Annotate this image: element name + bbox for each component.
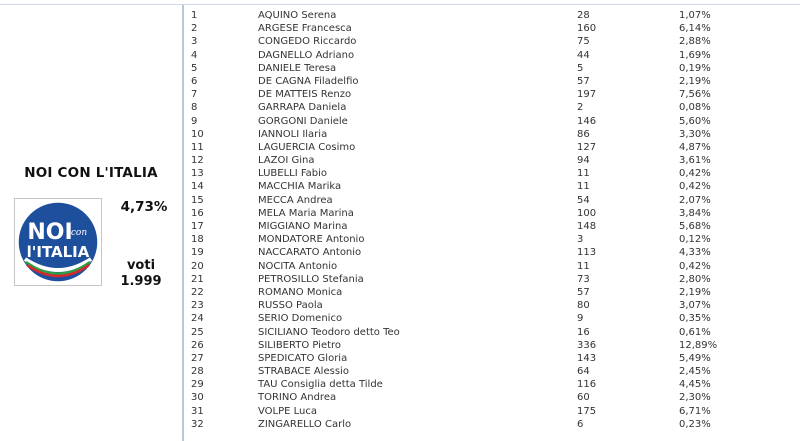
candidate-name: IANNOLI Ilaria <box>258 128 328 140</box>
candidate-number: 1 <box>191 10 198 21</box>
candidate-number: 8 <box>191 102 198 114</box>
table-row <box>184 405 800 418</box>
candidate-percentage: 0,42% <box>679 260 711 272</box>
candidate-votes: 100 <box>577 207 597 219</box>
candidate-percentage: 2,88% <box>679 36 711 48</box>
table-row <box>184 365 800 378</box>
candidate-name: PETROSILLO Stefania <box>258 273 364 285</box>
table-row <box>184 273 800 286</box>
candidate-name: DANIELE Teresa <box>258 62 337 74</box>
candidate-votes: 116 <box>577 379 597 391</box>
candidate-number: 2 <box>191 23 198 35</box>
candidate-name: NACCARATO Antonio <box>258 247 362 259</box>
candidate-votes: 146 <box>577 115 597 127</box>
candidate-number: 10 <box>191 128 204 140</box>
candidate-number: 4 <box>191 49 198 61</box>
candidate-percentage: 2,45% <box>679 366 711 378</box>
candidate-votes: 175 <box>577 405 597 417</box>
candidate-percentage: 0,08% <box>679 102 711 114</box>
candidate-percentage: 2,19% <box>679 286 711 298</box>
table-row <box>184 220 800 233</box>
candidate-name: GARRAPA Daniela <box>258 102 347 114</box>
candidate-number: 31 <box>191 405 204 417</box>
table-row <box>184 207 800 220</box>
candidate-votes: 11 <box>577 168 590 180</box>
logo-text-con: con <box>70 228 88 238</box>
candidate-name: MIGGIANO Marina <box>258 221 348 232</box>
candidate-votes: 16 <box>577 326 590 338</box>
candidate-percentage: 3,84% <box>679 207 711 219</box>
candidate-name: MACCHIA Marika <box>258 181 342 193</box>
candidate-votes: 75 <box>577 36 590 48</box>
candidate-name: ROMANO Monica <box>258 286 343 298</box>
candidate-percentage: 0,23% <box>679 418 711 430</box>
candidate-name: DE MATTEIS Renzo <box>258 89 352 101</box>
candidate-number: 20 <box>191 260 204 272</box>
candidate-name: STRABACE Alessio <box>258 366 349 378</box>
candidate-number: 21 <box>191 273 204 285</box>
candidate-percentage: 5,49% <box>679 352 711 364</box>
candidate-name: SILIBERTO Pietro <box>258 339 342 351</box>
candidate-name: MONDATORE Antonio <box>258 234 365 246</box>
candidate-number: 3 <box>191 36 198 48</box>
candidate-number: 27 <box>191 352 204 364</box>
candidate-percentage: 12,89% <box>679 339 718 351</box>
candidate-percentage: 5,68% <box>679 221 711 232</box>
candidate-number: 25 <box>191 326 204 338</box>
candidate-name: NOCITA Antonio <box>258 260 338 272</box>
candidate-votes: 60 <box>577 392 590 404</box>
logo-text-top: NOI <box>27 220 73 245</box>
candidate-percentage: 0,12% <box>679 234 711 246</box>
table-row <box>184 167 800 180</box>
candidate-name: LAGUERCIA Cosimo <box>258 141 356 153</box>
candidate-votes: 5 <box>577 62 584 74</box>
table-row <box>184 378 800 391</box>
candidate-percentage: 5,60% <box>679 115 711 127</box>
candidate-name: GORGONI Daniele <box>258 115 348 127</box>
candidate-votes: 44 <box>577 49 590 61</box>
candidate-name: MECCA Andrea <box>258 194 333 206</box>
candidate-number: 22 <box>191 286 204 298</box>
votes-value: 1.999 <box>120 274 162 289</box>
candidate-percentage: 6,71% <box>679 405 711 417</box>
candidate-name: DE CAGNA Filadelfio <box>258 75 359 87</box>
candidate-votes: 28 <box>577 10 590 21</box>
candidate-votes: 57 <box>577 75 590 87</box>
candidate-percentage: 0,42% <box>679 168 711 180</box>
candidate-votes: 197 <box>577 89 597 101</box>
candidate-number: 11 <box>191 141 204 153</box>
candidate-name: MELA Maria Marina <box>258 207 354 219</box>
candidate-votes: 127 <box>577 141 597 153</box>
candidate-votes: 6 <box>577 418 584 430</box>
candidate-votes: 160 <box>577 23 597 35</box>
table-row <box>184 352 800 365</box>
candidate-percentage: 7,56% <box>679 89 711 101</box>
candidate-name: SERIO Domenico <box>258 313 343 325</box>
candidate-name: VOLPE Luca <box>258 405 317 417</box>
candidate-number: 7 <box>191 89 198 101</box>
candidate-votes: 54 <box>577 194 590 206</box>
candidate-number: 26 <box>191 339 204 351</box>
candidate-number: 32 <box>191 418 204 430</box>
candidate-votes: 94 <box>577 155 590 167</box>
candidate-name: ZINGARELLO Carlo <box>258 418 352 430</box>
party-summary-panel <box>0 5 182 441</box>
candidate-number: 17 <box>191 221 204 232</box>
table-row <box>184 128 800 141</box>
votes-label: voti <box>126 258 156 273</box>
candidate-name: SICILIANO Teodoro detto Teo <box>258 326 400 338</box>
table-row <box>184 391 800 404</box>
candidate-number: 18 <box>191 234 204 246</box>
party-logo-icon <box>15 199 101 285</box>
candidate-number: 14 <box>191 181 204 193</box>
candidate-votes: 80 <box>577 300 590 312</box>
candidate-number: 12 <box>191 155 204 167</box>
candidate-votes: 113 <box>577 247 597 259</box>
candidate-votes: 11 <box>577 181 590 193</box>
table-row <box>184 286 800 299</box>
candidates-table <box>184 9 800 431</box>
candidate-percentage: 3,07% <box>679 300 711 312</box>
table-row <box>184 101 800 114</box>
table-row <box>184 115 800 128</box>
candidate-percentage: 3,30% <box>679 128 711 140</box>
table-row <box>184 194 800 207</box>
candidate-percentage: 0,35% <box>679 313 711 325</box>
candidate-percentage: 1,69% <box>679 49 711 61</box>
candidate-percentage: 2,07% <box>679 194 711 206</box>
party-logo <box>14 198 102 286</box>
table-row <box>184 180 800 193</box>
table-row <box>184 62 800 75</box>
table-row <box>184 233 800 246</box>
candidate-votes: 9 <box>577 313 584 325</box>
candidate-votes: 143 <box>577 352 597 364</box>
candidate-percentage: 4,45% <box>679 379 711 391</box>
candidate-votes: 11 <box>577 260 590 272</box>
table-row <box>184 312 800 325</box>
candidate-percentage: 0,42% <box>679 181 711 193</box>
table-row <box>184 326 800 339</box>
party-percentage: 4,73% <box>120 199 168 215</box>
candidate-number: 24 <box>191 313 204 325</box>
table-row <box>184 49 800 62</box>
candidate-votes: 86 <box>577 128 590 140</box>
candidate-percentage: 4,33% <box>679 247 711 259</box>
candidate-number: 9 <box>191 115 198 127</box>
candidate-number: 5 <box>191 62 198 74</box>
candidate-number: 19 <box>191 247 204 259</box>
candidate-votes: 73 <box>577 273 590 285</box>
table-row <box>184 260 800 273</box>
candidate-percentage: 6,14% <box>679 23 711 35</box>
candidate-name: DAGNELLO Adriano <box>258 49 355 61</box>
candidate-votes: 336 <box>577 339 597 351</box>
candidate-name: TORINO Andrea <box>258 392 337 404</box>
candidate-votes: 3 <box>577 234 584 246</box>
candidate-percentage: 1,07% <box>679 10 711 21</box>
candidate-percentage: 2,30% <box>679 392 711 404</box>
candidate-name: TAU Consiglia detta Tilde <box>258 379 383 391</box>
table-row <box>184 339 800 352</box>
candidate-percentage: 2,19% <box>679 75 711 87</box>
candidate-percentage: 0,61% <box>679 326 711 338</box>
candidate-name: CONGEDO Riccardo <box>258 36 357 48</box>
candidate-name: RUSSO Paola <box>258 300 323 312</box>
table-row <box>184 22 800 35</box>
table-row <box>184 35 800 48</box>
candidate-number: 29 <box>191 379 204 391</box>
candidate-name: LAZOI Gina <box>258 155 315 167</box>
table-row <box>184 246 800 259</box>
candidate-name: ARGESE Francesca <box>258 23 352 35</box>
candidate-number: 30 <box>191 392 204 404</box>
table-row <box>184 75 800 88</box>
candidate-number: 28 <box>191 366 204 378</box>
candidate-votes: 2 <box>577 102 584 114</box>
candidate-number: 23 <box>191 300 204 312</box>
table-row <box>184 299 800 312</box>
candidate-name: AQUINO Serena <box>258 10 337 21</box>
candidate-votes: 64 <box>577 366 590 378</box>
table-row <box>184 88 800 101</box>
table-row <box>184 418 800 431</box>
candidate-percentage: 2,80% <box>679 273 711 285</box>
candidate-percentage: 3,61% <box>679 155 711 167</box>
candidate-votes: 148 <box>577 221 597 232</box>
party-name: NOI CON L'ITALIA <box>24 165 158 181</box>
candidate-votes: 57 <box>577 286 590 298</box>
candidate-name: LUBELLI Fabio <box>258 168 328 180</box>
candidate-number: 15 <box>191 194 204 206</box>
candidate-percentage: 4,87% <box>679 141 711 153</box>
candidate-name: SPEDICATO Gloria <box>258 352 348 364</box>
logo-text-bottom: l'ITALIA <box>26 243 90 261</box>
table-row <box>184 154 800 167</box>
candidate-number: 6 <box>191 75 198 87</box>
candidate-number: 13 <box>191 168 204 180</box>
table-row <box>184 141 800 154</box>
candidate-percentage: 0,19% <box>679 62 711 74</box>
table-row <box>184 9 800 22</box>
candidate-number: 16 <box>191 207 204 219</box>
